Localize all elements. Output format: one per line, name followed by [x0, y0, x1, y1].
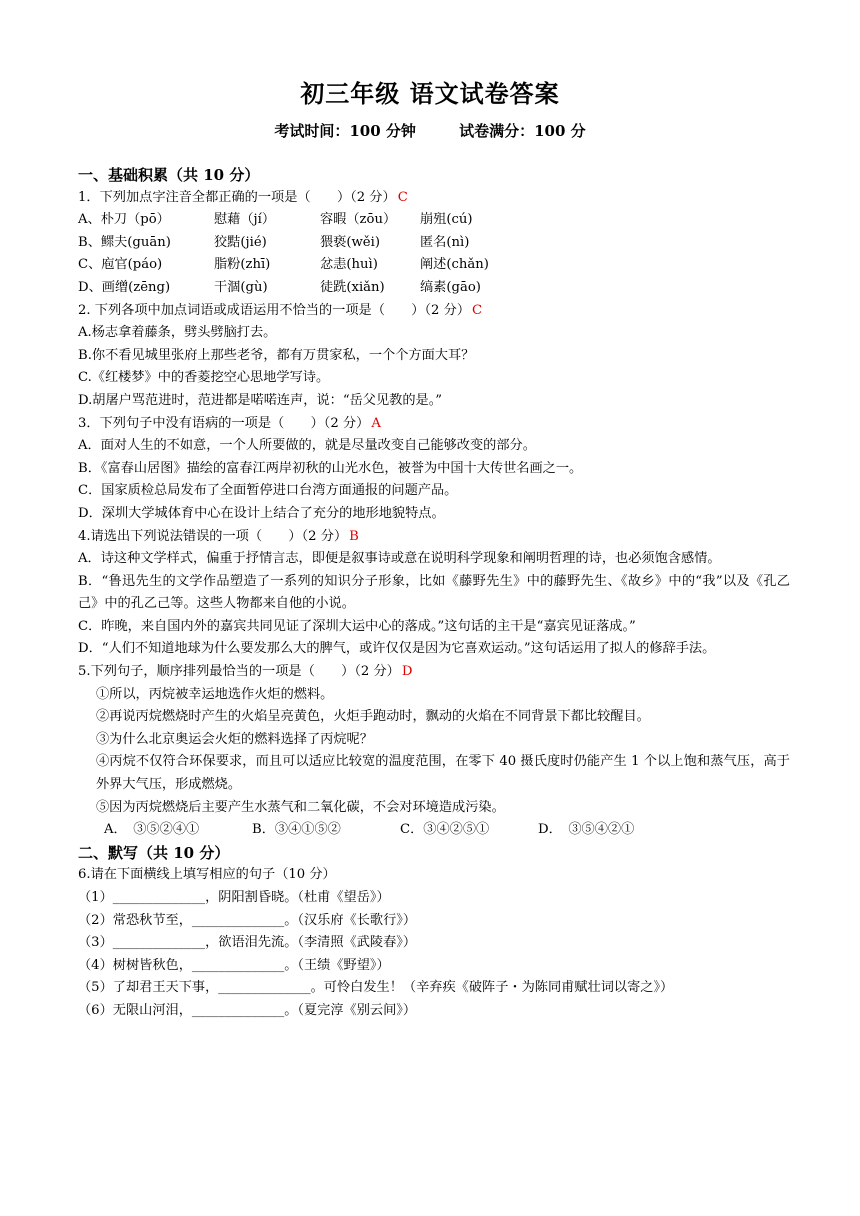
option-item: C．③④②⑤① [400, 822, 490, 838]
sentence-item: ⑤因为丙烷燃烧后主要产生水蒸气和二氧化碳，不会对环境造成污染。 [96, 799, 505, 815]
text-line: C．国家质检总局发布了全面暂停进口台湾方面通报的问题产品。 [78, 483, 458, 499]
sentence-item: ①所以，丙烷被幸运地选作火炬的燃料。 [96, 686, 334, 702]
sentence-item: ④丙烷不仅符合环保要求，而且可以适应比较宽的温度范围，在零下 40 摄氏度时仍能产生 1 个以上饱和蒸气压，高于外界大气压，形成燃烧。 [96, 754, 790, 793]
text-line: （1）______________，阴阳割昏晓。（杜甫《望岳》） [78, 890, 390, 905]
option-item: B、鳏夫(guān) [78, 234, 171, 250]
option-item: 脂粉(zhī) [214, 257, 271, 273]
option-item: 慰藉（jí） [214, 212, 276, 228]
answer-option: D．“人们不知道地球为什么要发那么大的脾气，或许仅仅是因为它喜欢运动。”这句话运用了拟人的修辞手法。 [78, 641, 716, 657]
answer-key: A [371, 415, 381, 431]
option-row [78, 254, 790, 277]
answer-key: D [401, 664, 413, 680]
page-title: 初三年级 语文试卷答案 [300, 79, 560, 108]
text-line: （2）常恐秋节至，______________。（汉乐府《长歌行》） [78, 912, 417, 928]
option-item: 缟素(gāo) [420, 279, 481, 295]
option-item: C、庖官(páo) [78, 257, 163, 273]
question-stem [78, 187, 790, 210]
choice-row [78, 819, 790, 842]
text-line: C．昨晚，来自国内外的嘉宾共同见证了深圳大运中心的落成。”这句话的主干是“嘉宾见证落成。” [78, 618, 636, 634]
exam-info [0, 120, 860, 141]
option-item: 狡黠(jié) [214, 234, 267, 250]
question-text: 3．下列句子中没有语病的一项是（ ）（2 分） [78, 415, 370, 431]
answer-option: A．诗这种文学样式，偏重于抒情言志，即便是叙事诗或意在说明科学现象和阐明哲理的诗，也必须饱含感情。 [78, 551, 721, 567]
text-line: B．《富春山居图》描绘的富春江两岸初秋的山光水色，被誉为中国十大传世名画之一。 [78, 460, 583, 476]
question-stem [78, 413, 790, 436]
option-row [78, 209, 790, 232]
text-line: （4）树树皆秋色，______________。（王绩《野望》） [78, 957, 390, 973]
option-item: 崩殂(cú) [420, 212, 473, 228]
exam-full-score: 试卷满分：100 分 [459, 122, 586, 140]
question-text: 2. 下列各项中加点词语或成语运用不恰当的一项是（ ）（2 分） [78, 302, 471, 318]
sentence-item: ③为什么北京奥运会火炬的燃料选择了丙烷呢？ [96, 731, 373, 747]
option-item: D、画缯(zēng) [78, 279, 171, 295]
question-stem [78, 526, 790, 549]
answer-option: B．“鲁迅先生的文学作品塑造了一系列的知识分子形象，比如《藤野先生》中的藤野先生、《故乡》中的“我”以及《孔乙己》中的孔乙己等。这些人物都来自他的小说。 [78, 573, 790, 612]
answer-key: B [349, 528, 359, 544]
option-item: 干涸(gù) [214, 279, 268, 295]
answer-key: C [472, 302, 483, 318]
text-line: （3）______________，欲语泪先流。（李清照《武陵春》） [78, 935, 417, 951]
text-line: A.杨志拿着藤条，劈头劈脑打去。 [78, 325, 277, 341]
exam-content [78, 164, 790, 1023]
option-row [78, 277, 790, 300]
option-item: 徒跣(xiǎn) [320, 279, 385, 295]
option-item: 忿恚(huì) [320, 257, 378, 273]
option-item: A、朴刀（pō） [78, 212, 170, 228]
option-item: B．③④①⑤② [252, 822, 341, 838]
text-line: D．深圳大学城体育中心在设计上结合了充分的地形地貌特点。 [78, 505, 445, 521]
answer-key: C [397, 189, 408, 205]
section-heading: 二、默写（共 10 分） [78, 843, 230, 862]
text-line: D.胡屠户骂范进时，范进都是喏喏连声，说：“岳父见教的是。” [78, 392, 443, 408]
question-text: 1．下列加点字注音全都正确的一项是（ ）（2 分） [78, 189, 396, 205]
option-item: D． ③⑤④②① [538, 822, 635, 838]
text-line: 6.请在下面横线上填写相应的句子（10 分） [78, 867, 336, 883]
option-item: 容暇（zōu） [320, 212, 397, 228]
exam-time: 考试时间：100 分钟 [274, 122, 416, 140]
question-stem [78, 300, 790, 323]
question-stem [78, 661, 790, 684]
text-line: B.你不看见城里张府上那些老爷，都有万贯家私，一个个方面大耳？ [78, 347, 475, 363]
question-text: 5.下列句子，顺序排列最恰当的一项是（ ）（2 分） [78, 664, 400, 680]
section-heading: 一、基础积累（共 10 分） [78, 166, 260, 184]
question-text: 4.请选出下列说法错误的一项（ ）（2 分） [78, 528, 348, 544]
option-item: 猥亵(wěi) [320, 234, 380, 250]
option-item: A． ③⑤②④① [104, 822, 200, 838]
sentence-item: ②再说丙烷燃烧时产生的火焰呈亮黄色，火炬手跑动时，飘动的火焰在不同背景下都比较醒目。 [96, 709, 650, 725]
option-row [78, 232, 790, 255]
option-item: 匿名(nì) [420, 234, 470, 250]
option-item: 阐述(chǎn) [420, 257, 489, 273]
text-line: （6）无限山河泪，______________。（夏完淳《别云间》） [78, 1002, 417, 1018]
text-line: C.《红楼梦》中的香菱挖空心思地学写诗。 [78, 370, 330, 386]
text-line: A．面对人生的不如意，一个人所要做的，就是尽量改变自己能够改变的部分。 [78, 438, 536, 454]
text-line: （5）了却君王天下事，______________。可怜白发生！（辛弃疾《破阵子・为陈同甫赋壮词以寄之》） [78, 980, 674, 996]
